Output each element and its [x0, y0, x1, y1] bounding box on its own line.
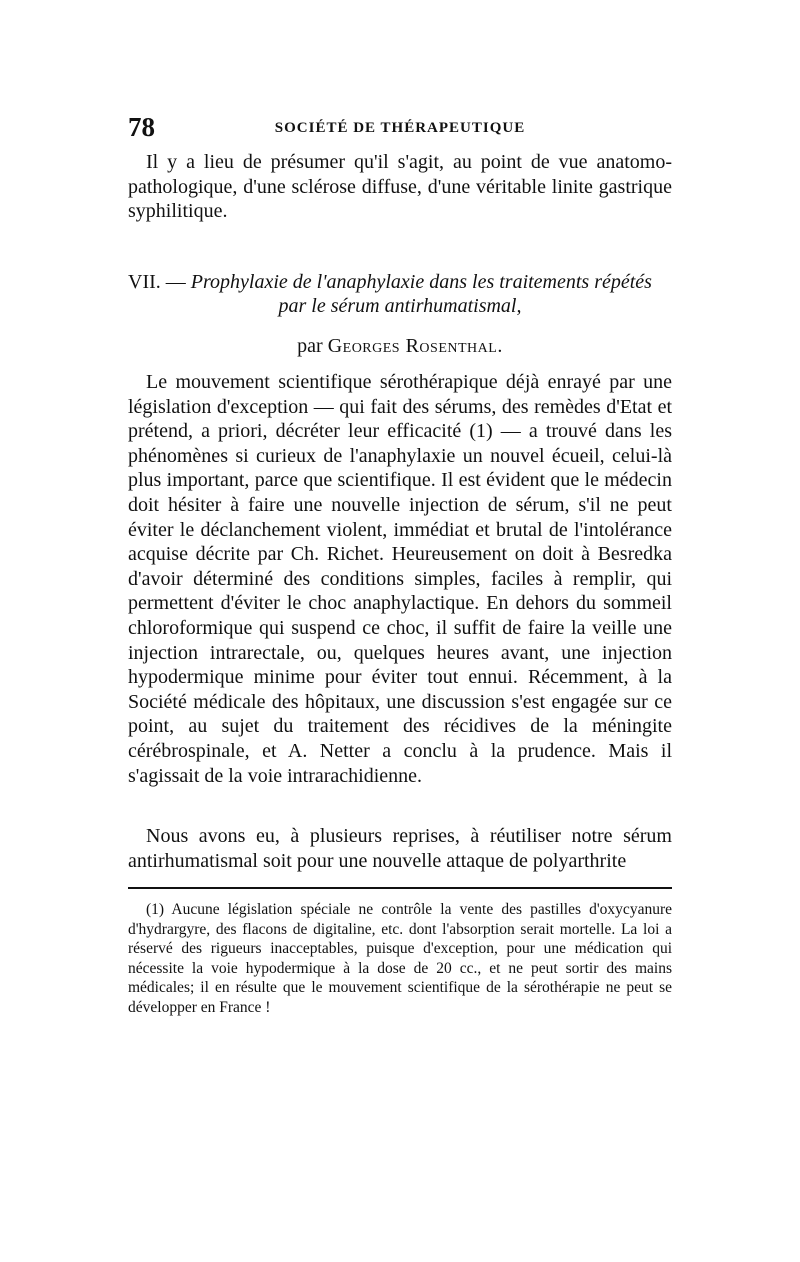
- page-number: 78: [128, 112, 155, 142]
- journal-title: SOCIÉTÉ DE THÉRAPEUTIQUE: [274, 120, 526, 136]
- section-numeral: VII. —: [128, 271, 191, 293]
- body-paragraph-1: Il y a lieu de présumer qu'il s'agit, au point de vue anatomo-pathologique, d'une sclérose diffuse, d'une véritable linite gastrique syphilitique.: [128, 151, 672, 223]
- footnote-1: (1) Aucune législation spéciale ne contrôle la vente des pastilles d'oxycyanure d'hydrargyre, des flacons de digitaline, etc. dont l'absorption serait mortelle. La loi a réservé des rigueurs inacceptables, puisque d'exception, pour une médication qui nécessite la voie hypodermique à la dose de 20 cc., et ne peut sortir des mains médicales; il en résulte que le mouvement scientifique de la sérothérapie ne peut se développer en France !: [128, 901, 672, 1016]
- section-title-part-1: Prophylaxie de l'anaphylaxie dans les traitements répétés: [190, 271, 652, 293]
- running-head: [128, 112, 672, 146]
- author-byline: [128, 335, 672, 358]
- section-title-line-1: [128, 270, 672, 294]
- section-title-line-2: par le sérum antirhumatismal,: [278, 295, 522, 317]
- footnote-divider: [128, 887, 672, 889]
- body-paragraph-3: Nous avons eu, à plusieurs reprises, à réutiliser notre sérum antirhumatismal soit pour une nouvelle attaque de polyarthrite: [128, 825, 672, 872]
- author-name: Georges Rosenthal.: [327, 335, 503, 357]
- byline-prefix: par: [297, 335, 328, 357]
- body-paragraph-2: Le mouvement scientifique sérothérapique déjà enrayé par une législation d'exception — qui fait des sérums, des remèdes d'Etat et prétend, a priori, décréter leur efficacité (1) — a trouvé dans les phénomènes si curieux de l'anaphylaxie un nouvel écueil, celui-là plus important, parce que scientifique. Il est évident que le médecin doit hésiter à faire une nouvelle injection de sérum, s'il ne peut éviter le déclanchement violent, immédiat et brutal de l'intolérance acquise décrite par Ch. Richet. Heureusement on doit à Besredka d'avoir déterminé des conditions simples, faciles à remplir, qui permettent d'éviter le choc anaphylactique. En dehors du sommeil chloroformique qui suspend ce choc, il suffit de faire la veille une injection intrarectale, ou, quelques heures avant, une injection hypodermique minime pour éviter tout ennui. Récemment, à la Société médicale des hôpitaux, une discussion s'est engagée sur ce point, au sujet du traitement des récidives de la méningite cérébrospinale, et A. Netter a conclu à la prudence. Mais il s'agissait de la voie intrarachidienne.: [128, 371, 672, 787]
- section-heading: [128, 270, 672, 318]
